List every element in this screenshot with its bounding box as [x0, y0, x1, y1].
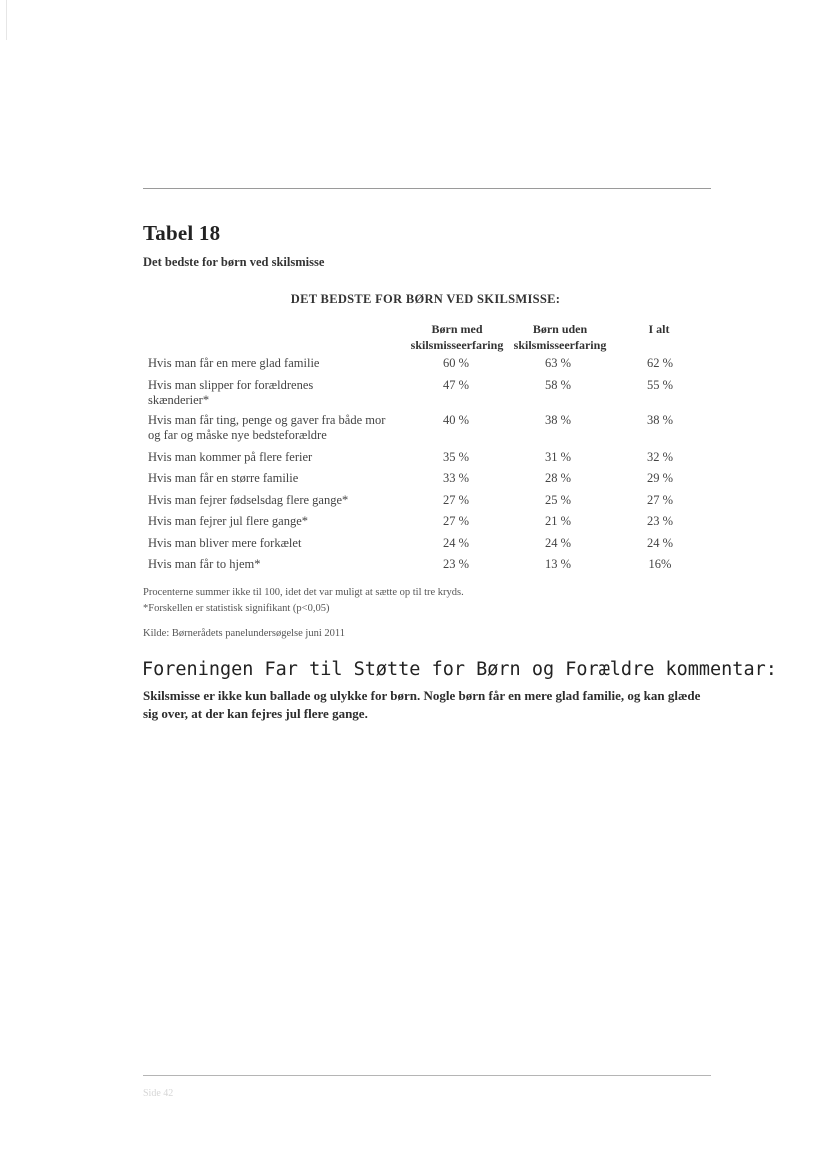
column-header-total [630, 321, 688, 337]
cell-with-divorce: 33 % [442, 471, 470, 485]
scan-artifact [6, 0, 7, 40]
row-label: Hvis man bliver mere forkælet [148, 535, 302, 550]
column-header-line1: I alt [648, 322, 670, 336]
comment-heading: Foreningen Far til Støtte for Børn og Forældre kommentar: [142, 659, 777, 680]
row-label: Hvis man kommer på flere ferier [148, 449, 313, 464]
source-note: Kilde: Børnerådets panelundersøgelse juni 2011 [143, 628, 345, 639]
cell-total: 23 % [646, 514, 674, 528]
cell-with-divorce: 23 % [442, 557, 470, 571]
cell-without-divorce: 21 % [544, 514, 572, 528]
table-row [148, 356, 688, 372]
column-header-line2: skilsmisseerfaring [410, 338, 504, 352]
table-row [148, 536, 688, 552]
row-label: Hvis man får en større familie [148, 471, 299, 485]
column-header-line2: skilsmisseerfaring [513, 338, 607, 352]
cell-without-divorce: 13 % [544, 557, 572, 571]
row-label: Hvis man fejrer fødselsdag flere gange* [148, 492, 349, 507]
table-heading [0, 290, 827, 308]
cell-without-divorce: 38 % [544, 412, 572, 427]
table-row [148, 413, 688, 444]
table-row [148, 493, 688, 509]
cell-total: 55 % [646, 377, 674, 392]
cell-without-divorce: 31 % [544, 449, 572, 464]
cell-with-divorce: 24 % [442, 535, 470, 550]
cell-total: 32 % [646, 449, 674, 464]
table-title: Tabel 18 [143, 221, 221, 245]
cell-with-divorce: 27 % [442, 492, 470, 507]
bottom-rule [143, 1075, 711, 1076]
row-label: Hvis man får ting, penge og gaver fra både mor og far og måske nye bedsteforældre [148, 412, 386, 442]
table-heading-text: DET BEDSTE FOR BØRN VED SKILSMISSE: [290, 292, 561, 306]
cell-with-divorce: 35 % [442, 449, 470, 464]
top-rule [143, 188, 711, 189]
row-label: Hvis man slipper for forældrenes skænderier* [148, 377, 314, 407]
table-row [148, 514, 688, 530]
column-header-line1: Børn uden [532, 322, 588, 336]
row-label: Hvis man får to hjem* [148, 557, 261, 571]
table-row [148, 378, 688, 409]
table-row [148, 557, 688, 573]
column-header-without-divorce [508, 321, 612, 353]
percent-note: Procenterne summer ikke til 100, idet det var muligt at sætte op til tre kryds. [143, 587, 464, 598]
cell-with-divorce: 27 % [442, 514, 470, 528]
significance-note: *Forskellen er statistisk signifikant (p<0,05) [143, 603, 330, 614]
cell-total: 16% [648, 557, 672, 571]
table-subtitle: Det bedste for børn ved skilsmisse [143, 255, 325, 269]
cell-total: 27 % [646, 492, 674, 507]
cell-with-divorce: 47 % [442, 377, 470, 392]
row-label: Hvis man fejrer jul flere gange* [148, 514, 309, 528]
cell-without-divorce: 58 % [544, 377, 572, 392]
cell-without-divorce: 24 % [544, 535, 572, 550]
cell-without-divorce: 63 % [544, 356, 572, 370]
cell-total: 38 % [646, 412, 674, 427]
column-header-with-divorce [405, 321, 509, 353]
row-label: Hvis man får en mere glad familie [148, 356, 320, 370]
column-header-line1: Børn med [431, 322, 483, 336]
cell-without-divorce: 25 % [544, 492, 572, 507]
cell-total: 62 % [646, 356, 674, 370]
cell-total: 29 % [646, 471, 674, 485]
cell-with-divorce: 60 % [442, 356, 470, 370]
table-row [148, 450, 688, 466]
cell-without-divorce: 28 % [544, 471, 572, 485]
page-number: Side 42 [143, 1088, 174, 1099]
comment-text: Skilsmisse er ikke kun ballade og ulykke for børn. Nogle børn får en mere glad familie, og kan glæde sig over, at der kan fejres jul flere gange. [143, 688, 701, 721]
cell-with-divorce: 40 % [442, 412, 470, 427]
cell-total: 24 % [646, 535, 674, 550]
table-body [148, 356, 688, 573]
table-row [148, 471, 688, 487]
